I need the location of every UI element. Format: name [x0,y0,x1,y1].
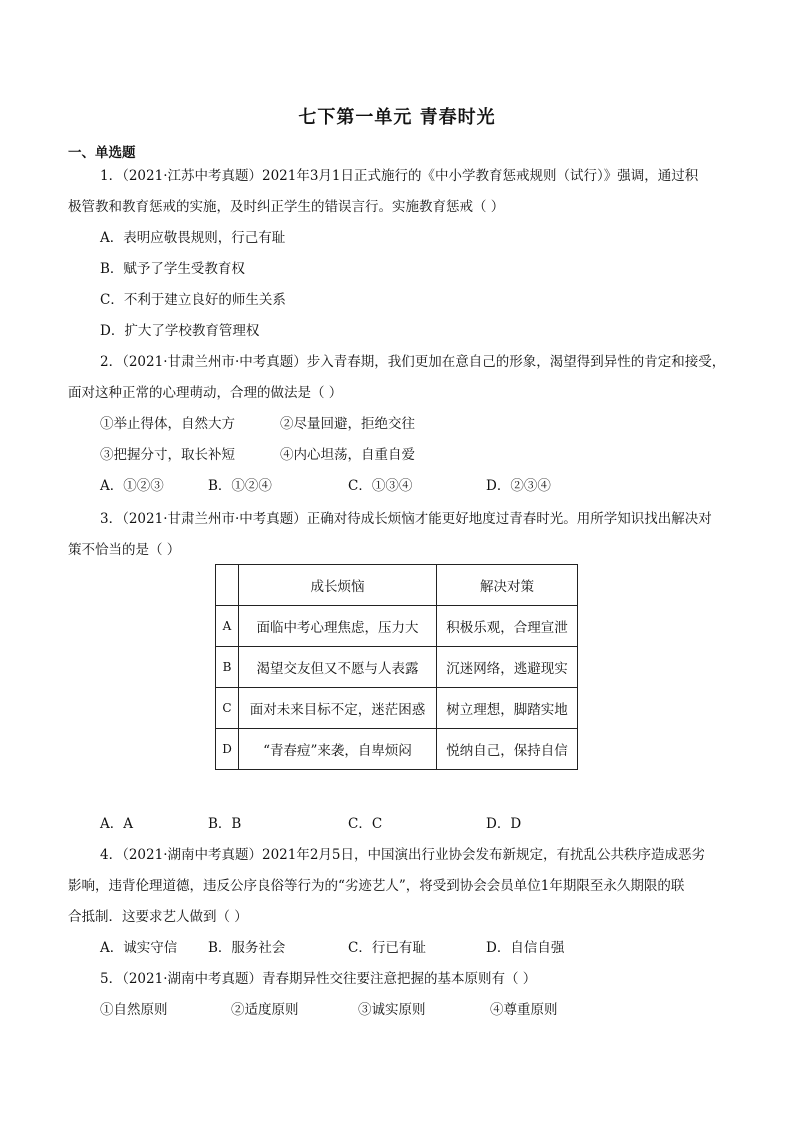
q2-stem-line1: 2．（2021·甘肃兰州市·中考真题）步入青春期，我们更加在意自己的形象，渴望得到异性的肯定和接受， [100,354,726,370]
table-cell: “青春痘”来袭，自卑烦闷 [239,729,437,770]
q2-items-row1 [100,414,700,434]
q2-items-row2 [100,445,700,465]
q3-option-d: D．D [486,816,522,832]
q2-option-b: B．①②④ [208,478,272,494]
q3-stem-line2: 策不恰当的是（ ） [68,542,181,558]
q3-stem-line1: 3．（2021·甘肃兰州市·中考真题）正确对待成长烦恼才能更好地度过青春时光。用所学知识找出解决对 [100,511,712,527]
table-row [216,606,578,647]
q5-items-row [100,1000,700,1020]
table-cell: 树立理想，脚踏实地 [437,688,578,729]
q2-stem-line2: 面对这种正常的心理萌动，合理的做法是（ ） [68,385,343,401]
table-cell: C [216,688,239,729]
q3-option-b: B．B [208,816,242,832]
q1-option-d: D．扩大了学校教育管理权 [100,323,260,339]
q3-option-c: C．C [348,816,383,832]
table-cell: 渴望交友但又不愿与人表露 [239,647,437,688]
q4-stem-line1: 4．（2021·湖南中考真题）2021年2月5日，中国演出行业协会发布新规定，有扰乱公共秩序造成恶劣 [100,847,706,863]
table-row [216,729,578,770]
q4-option-c: C．行已有耻 [348,940,426,956]
q3-option-a: A．A [100,816,133,832]
table-header-cell: 解决对策 [437,565,578,606]
q3-table [215,564,578,770]
table-cell: A [216,606,239,647]
page-title: 七下第一单元 青春时光 [298,107,496,128]
q5-item-4: ④尊重原则 [490,1002,558,1018]
q2-options-row [100,476,700,496]
table-cell: 悦纳自己，保持自信 [437,729,578,770]
q3-options-row [100,814,700,834]
q4-option-d: D．自信自强 [486,940,565,956]
q1-option-a: A．表明应敬畏规则，行己有耻 [100,230,286,246]
q2-item-3: ③把握分寸，取长补短 [100,447,235,463]
table-header-row [216,565,578,606]
q4-option-b: B．服务社会 [208,940,286,956]
q1-stem-line1: 1．（2021·江苏中考真题）2021年3月1日正式施行的《中小学教育惩戒规则（试行）》强调，通过积 [100,168,699,184]
table-cell: 积极乐观，合理宣泄 [437,606,578,647]
q2-item-2: ②尽量回避，拒绝交往 [280,416,415,432]
table-cell: D [216,729,239,770]
q2-option-c: C．①③④ [348,478,413,494]
table-row [216,688,578,729]
q2-item-4: ④内心坦荡，自重自爱 [280,447,415,463]
q4-stem-line2: 影响，违背伦理道德，违反公序良俗等行为的“劣迹艺人”，将受到协会会员单位1年期限至永久期限的联 [68,878,685,894]
table-cell: B [216,647,239,688]
section-heading: 一、单选题 [68,145,136,161]
q1-stem-line2: 极管教和教育惩戒的实施，及时纠正学生的错误言行。实施教育惩戒（ ） [68,199,505,215]
q5-item-3: ③诚实原则 [358,1002,426,1018]
table-cell: 面临中考心理焦虑，压力大 [239,606,437,647]
q1-option-c: C．不利于建立良好的师生关系 [100,292,286,308]
table-row [216,647,578,688]
q2-option-a: A．①②③ [100,478,164,494]
q2-item-1: ①举止得体，自然大方 [100,416,235,432]
q5-stem-line1: 5．（2021·湖南中考真题）青春期异性交往要注意把握的基本原则有（ ） [100,971,537,987]
q4-options-row [100,938,700,958]
table-header-cell [216,565,239,606]
q1-option-b: B．赋予了学生受教育权 [100,261,245,277]
q2-option-d: D．②③④ [486,478,551,494]
q4-stem-line3: 合抵制．这要求艺人做到（ ） [68,909,248,925]
table-cell: 面对未来目标不定，迷茫困惑 [239,688,437,729]
q5-item-1: ①自然原则 [100,1002,168,1018]
q5-item-2: ②适度原则 [231,1002,299,1018]
table-header-cell: 成长烦恼 [239,565,437,606]
q4-option-a: A．诚实守信 [100,940,178,956]
table-cell: 沉迷网络，逃避现实 [437,647,578,688]
